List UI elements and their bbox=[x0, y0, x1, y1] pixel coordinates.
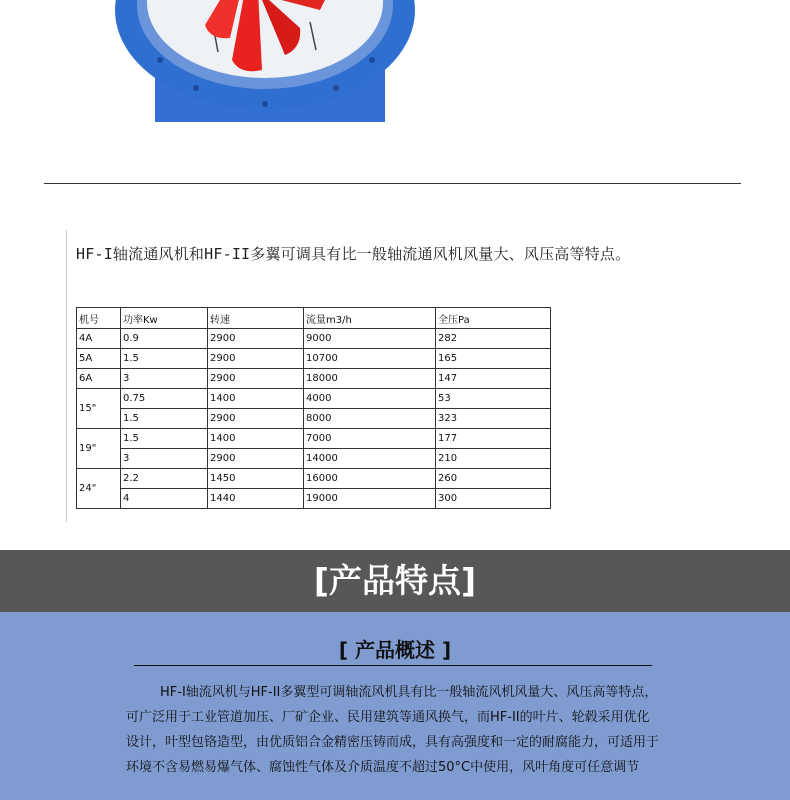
cell-model: 6A bbox=[77, 369, 121, 389]
axial-fan-illustration bbox=[0, 0, 790, 183]
spec-table bbox=[76, 307, 551, 509]
table-row bbox=[77, 389, 551, 409]
cell-flow: 7000 bbox=[304, 429, 436, 449]
cell-flow: 14000 bbox=[304, 449, 436, 469]
cell-flow: 18000 bbox=[304, 369, 436, 389]
header-flow: 流量m3/h bbox=[304, 308, 436, 329]
cell-speed: 2900 bbox=[208, 449, 304, 469]
overview-title: [ 产品概述 ] bbox=[338, 638, 452, 662]
feature-title: [产品特点] bbox=[313, 561, 477, 600]
cell-flow: 9000 bbox=[304, 329, 436, 349]
product-image-fan bbox=[0, 0, 790, 183]
cell-power: 0.9 bbox=[121, 329, 208, 349]
overview-divider bbox=[134, 665, 652, 666]
table-row bbox=[77, 489, 551, 509]
header-speed: 转速 bbox=[208, 308, 304, 329]
cell-flow: 19000 bbox=[304, 489, 436, 509]
cell-power: 2.2 bbox=[121, 469, 208, 489]
cell-speed: 1440 bbox=[208, 489, 304, 509]
cell-power: 1.5 bbox=[121, 349, 208, 369]
table-header-row bbox=[77, 308, 551, 329]
overview-paragraph: HF-I轴流风机与HF-II多翼型可调轴流风机具有比一般轴流风机风量大、风压高等特点，可广泛用于工业管道加压、厂矿企业、民用建筑等通风换气，而HF-II的叶片、轮毂采用优化设计，叶型包铬造型，由优质铝合金精密压铸而成，具有高强度和一定的耐腐能力，可适用于环境不含易燃易爆气体、腐蚀性气体及介质温度不超过50°C中使用，风叶角度可任意调节 bbox=[126, 685, 660, 775]
cell-flow: 8000 bbox=[304, 409, 436, 429]
cell-speed: 1450 bbox=[208, 469, 304, 489]
cell-pressure: 147 bbox=[436, 369, 551, 389]
cell-pressure: 165 bbox=[436, 349, 551, 369]
header-model: 机号 bbox=[77, 308, 121, 329]
cell-power: 0.75 bbox=[121, 389, 208, 409]
cell-speed: 1400 bbox=[208, 389, 304, 409]
cell-power: 1.5 bbox=[121, 409, 208, 429]
cell-flow: 10700 bbox=[304, 349, 436, 369]
cell-speed: 2900 bbox=[208, 349, 304, 369]
table-row bbox=[77, 349, 551, 369]
spec-intro-text: HF-I轴流通风机和HF-II多翼可调具有比一般轴流通风机风量大、风压高等特点。 bbox=[76, 245, 631, 263]
cell-model: 4A bbox=[77, 329, 121, 349]
cell-model: 15" bbox=[77, 389, 121, 429]
table-row bbox=[77, 469, 551, 489]
cell-speed: 2900 bbox=[208, 409, 304, 429]
cell-pressure: 53 bbox=[436, 389, 551, 409]
cell-pressure: 260 bbox=[436, 469, 551, 489]
feature-header-band bbox=[0, 550, 790, 612]
cell-model: 19" bbox=[77, 429, 121, 469]
cell-pressure: 323 bbox=[436, 409, 551, 429]
cell-speed: 1400 bbox=[208, 429, 304, 449]
section-divider bbox=[44, 183, 741, 184]
table-row bbox=[77, 429, 551, 449]
cell-pressure: 210 bbox=[436, 449, 551, 469]
cell-pressure: 177 bbox=[436, 429, 551, 449]
cell-power: 3 bbox=[121, 369, 208, 389]
cell-power: 3 bbox=[121, 449, 208, 469]
cell-model: 5A bbox=[77, 349, 121, 369]
cell-power: 1.5 bbox=[121, 429, 208, 449]
cell-speed: 2900 bbox=[208, 369, 304, 389]
spec-image-border bbox=[66, 230, 67, 522]
cell-speed: 2900 bbox=[208, 329, 304, 349]
header-pressure: 全压Pa bbox=[436, 308, 551, 329]
cell-pressure: 300 bbox=[436, 489, 551, 509]
cell-pressure: 282 bbox=[436, 329, 551, 349]
cell-flow: 16000 bbox=[304, 469, 436, 489]
table-row bbox=[77, 409, 551, 429]
cell-power: 4 bbox=[121, 489, 208, 509]
table-row bbox=[77, 369, 551, 389]
cell-flow: 4000 bbox=[304, 389, 436, 409]
table-row bbox=[77, 329, 551, 349]
table-row bbox=[77, 449, 551, 469]
header-power: 功率Kw bbox=[121, 308, 208, 329]
cell-model: 24" bbox=[77, 469, 121, 509]
overview-section bbox=[0, 612, 790, 800]
